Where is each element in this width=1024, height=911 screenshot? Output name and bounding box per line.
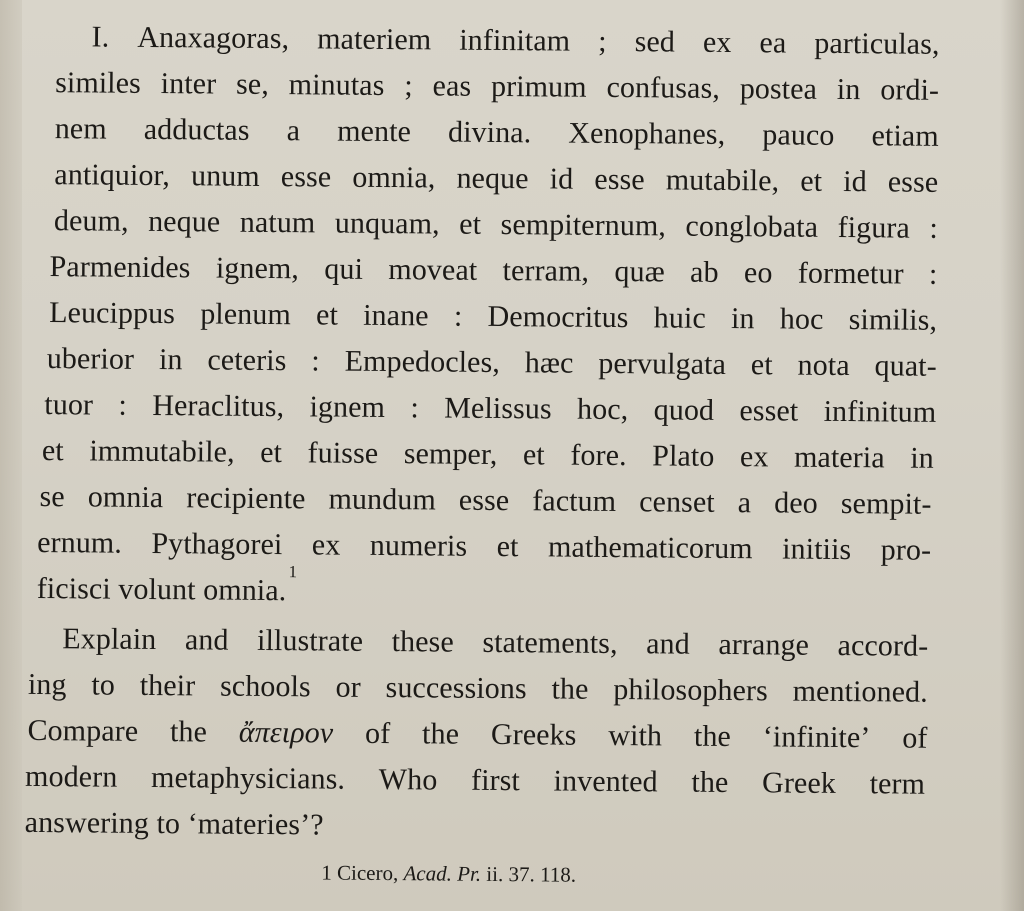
word: factum [532, 484, 617, 519]
word: nota [797, 348, 850, 383]
word: sempit- [840, 486, 932, 521]
word: Parmenides [49, 250, 191, 285]
para1-line [49, 294, 937, 340]
word: confusas, [606, 70, 721, 105]
word: neque [456, 161, 529, 196]
word: quat- [874, 349, 937, 383]
word: et [260, 435, 283, 470]
word: inane [363, 298, 429, 333]
word: statements, [482, 625, 618, 661]
word: unquam, [334, 206, 440, 241]
para1-line [42, 432, 934, 478]
word: ex [739, 440, 769, 474]
word: ex [702, 25, 732, 60]
word: initiis [782, 532, 852, 567]
word: eas [432, 69, 472, 103]
word: invented [553, 764, 658, 799]
word: ex [311, 528, 341, 562]
word: pro- [880, 533, 932, 567]
para1-line [54, 202, 938, 248]
word: : [928, 257, 938, 291]
word: Greek [761, 766, 837, 800]
word: et [41, 434, 64, 468]
word: unum [190, 159, 260, 193]
word: infinitum [823, 394, 937, 429]
word: numeris [369, 528, 468, 563]
word: : [410, 391, 420, 425]
word: : [118, 388, 128, 422]
para2-line [27, 712, 927, 758]
word: Who [378, 762, 438, 797]
word: Heraclitus, [152, 388, 285, 424]
word: in [836, 72, 861, 107]
word: et [522, 438, 545, 472]
para1-line [54, 156, 938, 202]
word: the [693, 719, 732, 754]
footnote [321, 860, 576, 887]
para1-line-last [36, 562, 298, 610]
footnote-work: Acad. Pr. [403, 861, 482, 886]
word: pervulgata [598, 346, 727, 381]
word: I. [91, 20, 110, 54]
word: plenum [200, 297, 292, 332]
word: Pythagorei [151, 526, 283, 562]
word: esset [739, 394, 799, 428]
word: mundum [328, 482, 437, 517]
word: primum [490, 69, 587, 104]
word: formetur [797, 256, 904, 291]
word: metaphysicians. [150, 760, 346, 796]
word: ing [27, 667, 67, 702]
para1-line [39, 478, 931, 524]
word: and [646, 627, 690, 661]
word: neque [148, 204, 221, 239]
word: a [737, 486, 752, 520]
word: infinitam [459, 23, 571, 58]
word: esse [280, 160, 332, 194]
word: esse [458, 483, 510, 518]
word: in [910, 441, 934, 475]
word: sempiternum, [500, 207, 667, 243]
word: id [549, 162, 574, 196]
word: materia [793, 440, 885, 475]
footnote-reference-text: ii. 37. 118. [486, 861, 577, 887]
word: quod [653, 393, 715, 427]
word: hæc [524, 346, 574, 380]
word: immutabile, [89, 434, 235, 469]
word: deum, [53, 204, 129, 238]
word: modern [24, 759, 118, 794]
word: uberior [46, 342, 135, 376]
word: fore. [570, 438, 627, 473]
word: minutas [288, 68, 385, 102]
word: ab [689, 255, 719, 289]
word: censet [639, 485, 715, 519]
word: nem [54, 112, 107, 146]
word: Empedocles, [344, 344, 501, 379]
word: omnia, [352, 160, 436, 195]
word: Melissus [444, 391, 552, 426]
word: tuor [44, 388, 94, 422]
footnote-reference: 1 [288, 562, 298, 582]
word: of [364, 716, 391, 751]
word: similis, [848, 303, 938, 337]
word: their [139, 668, 196, 703]
word: in [730, 302, 755, 336]
word: in [158, 343, 183, 377]
word: ea [759, 26, 787, 60]
word: : [311, 344, 320, 378]
word: et [800, 164, 823, 198]
para1-line [37, 524, 931, 570]
para1-line [91, 18, 939, 63]
word: Greeks [490, 717, 577, 752]
word: figura [837, 210, 911, 245]
word: antiquior, [54, 158, 171, 193]
word: successions [385, 671, 527, 706]
para1-line [47, 340, 937, 386]
word: mutabile, [665, 163, 780, 198]
word: Anaxagoras, [137, 20, 290, 56]
word: or [335, 670, 361, 704]
word: recipiente [186, 481, 306, 516]
word: Xenophanes, [568, 116, 726, 151]
word: materiem [317, 22, 432, 57]
word: etiam [871, 119, 939, 153]
word: semper, [403, 437, 498, 471]
word: the [169, 715, 208, 749]
word: Plato [652, 439, 715, 473]
word: the [551, 672, 589, 706]
word: schools [219, 669, 311, 704]
para2-line-last: answering to ‘materies’? [24, 805, 324, 842]
word: of [902, 721, 928, 755]
word: first [470, 763, 521, 798]
word: : [929, 211, 939, 245]
word: omnia [87, 480, 164, 515]
word: term [869, 767, 926, 801]
word: ordi- [880, 73, 940, 107]
word: ignem, [215, 251, 300, 286]
word: these [391, 625, 454, 659]
footnote-author: Cicero, [336, 860, 399, 886]
word: fuisse [307, 436, 379, 470]
word: ; [598, 24, 607, 58]
word: esse [887, 165, 939, 199]
word: to [91, 668, 116, 702]
word: ἄπειρον [238, 715, 334, 750]
word: with [608, 718, 663, 753]
word: et [496, 529, 519, 564]
word: deo [774, 486, 818, 520]
para2-line [25, 758, 925, 804]
word: id [843, 164, 867, 199]
word: adductas [143, 112, 250, 147]
word: ‘infinite’ [762, 720, 871, 755]
word: terram, [502, 254, 590, 288]
word: se, [235, 67, 270, 101]
word: et [459, 207, 482, 241]
word: ernum. [37, 525, 123, 560]
word: ceteris [207, 343, 287, 378]
word: et [315, 298, 339, 332]
word: quæ [614, 254, 665, 289]
word: Explain [62, 622, 157, 657]
para1-line [49, 248, 937, 294]
word: Democritus [487, 299, 629, 335]
word: moveat [388, 253, 478, 287]
para2-line [62, 620, 928, 666]
word: similes [55, 66, 142, 100]
word: particulas, [814, 26, 940, 61]
word: esse [594, 162, 645, 197]
para1-line [55, 110, 939, 156]
word: se [39, 479, 65, 514]
word: accord- [837, 628, 929, 663]
word: philosophers [613, 672, 769, 708]
word: huic [653, 301, 706, 335]
word: a [286, 114, 301, 148]
word: ; [404, 69, 413, 103]
word: ignem [309, 390, 386, 424]
word: : [453, 299, 463, 333]
word: Leucippus [49, 296, 176, 331]
word: the [422, 717, 460, 751]
para1-line-last-text: ficisci volunt omnia. [36, 571, 287, 608]
word: pauco [762, 118, 835, 152]
word: natum [239, 205, 316, 240]
word: divina. [447, 115, 532, 150]
word: hoc, [576, 392, 629, 427]
word: sed [634, 25, 676, 59]
word: mente [337, 114, 412, 149]
footnote-marker: 1 [321, 860, 332, 885]
word: eo [743, 256, 773, 290]
word: illustrate [256, 623, 364, 658]
word: arrange [718, 627, 810, 662]
word: conglobata [685, 209, 819, 244]
para1-line [55, 64, 939, 110]
para2-line [28, 666, 928, 712]
word: postea [739, 72, 818, 106]
word: et [750, 348, 773, 382]
word: inter [160, 67, 217, 101]
word: and [184, 623, 229, 657]
word: Compare [27, 713, 139, 748]
para1-line [44, 386, 936, 432]
word: the [691, 765, 729, 800]
word: qui [324, 252, 364, 286]
word: hoc [779, 302, 824, 336]
word: mathematicorum [547, 530, 753, 566]
word: mentioned. [792, 674, 928, 709]
